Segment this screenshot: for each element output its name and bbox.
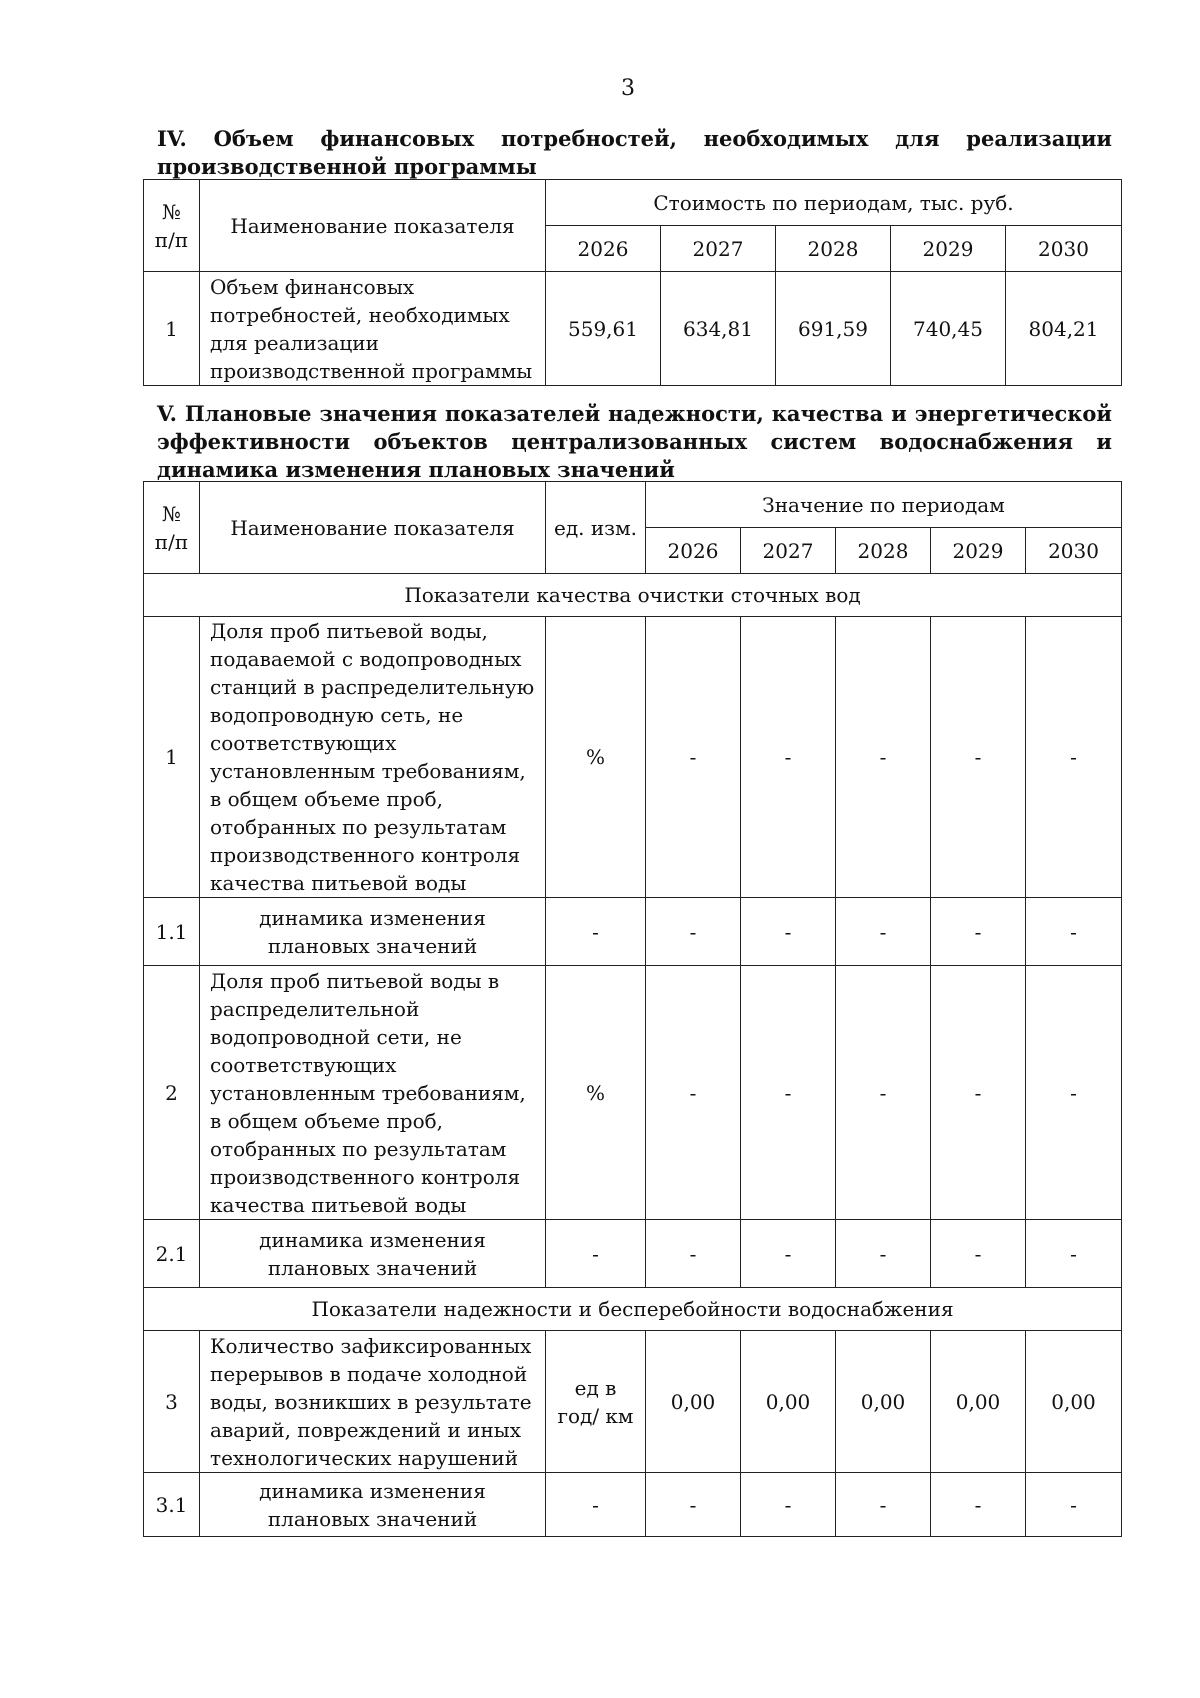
row-value: - — [1026, 1473, 1122, 1537]
row-value: - — [741, 966, 836, 1220]
year-header: 2030 — [1026, 528, 1122, 574]
table-row — [144, 272, 1122, 386]
row-name: динамика изменения плановых значений — [200, 898, 546, 966]
row-value: - — [741, 898, 836, 966]
row-value: 0,00 — [836, 1331, 931, 1473]
col-name-header: Наименование показателя — [200, 180, 546, 272]
year-header: 2026 — [646, 528, 741, 574]
row-value: 0,00 — [741, 1331, 836, 1473]
year-header: 2027 — [661, 226, 776, 272]
row-value: - — [836, 617, 931, 898]
indicators-table — [143, 481, 1122, 1537]
year-header: 2029 — [891, 226, 1006, 272]
row-value: 0,00 — [1026, 1331, 1122, 1473]
col-unit-header: ед. изм. — [546, 482, 646, 574]
row-name: динамика изменения плановых значений — [200, 1473, 546, 1537]
row-value: 559,61 — [546, 272, 661, 386]
table-row — [144, 1331, 1122, 1473]
row-value: 634,81 — [661, 272, 776, 386]
group-title: Показатели надежности и бесперебойности водоснабжения — [144, 1288, 1122, 1331]
row-name: Доля проб питьевой воды в распределительной водопроводной сети, не соответствующих установленным требованиям, в общем объеме проб, отобранных по результатам производственного контроля качества питьевой воды — [200, 966, 546, 1220]
row-value: - — [931, 1473, 1026, 1537]
table-row — [144, 966, 1122, 1220]
row-value: - — [931, 617, 1026, 898]
row-value: 740,45 — [891, 272, 1006, 386]
row-value: - — [836, 898, 931, 966]
row-num: 2 — [144, 966, 200, 1220]
row-num: 3.1 — [144, 1473, 200, 1537]
group-row — [144, 1288, 1122, 1331]
year-header: 2029 — [931, 528, 1026, 574]
row-value: - — [1026, 966, 1122, 1220]
year-header: 2027 — [741, 528, 836, 574]
table-row — [144, 1220, 1122, 1288]
group-title: Показатели качества очистки сточных вод — [144, 574, 1122, 617]
row-unit: - — [546, 1473, 646, 1537]
row-value: - — [741, 1220, 836, 1288]
table-row — [144, 617, 1122, 898]
row-value: - — [1026, 1220, 1122, 1288]
year-header: 2026 — [546, 226, 661, 272]
col-num-header: № п/п — [144, 180, 200, 272]
row-value: - — [836, 966, 931, 1220]
group-row — [144, 574, 1122, 617]
row-value: - — [1026, 898, 1122, 966]
year-header: 2028 — [776, 226, 891, 272]
row-value: - — [836, 1473, 931, 1537]
page-number: 3 — [621, 76, 635, 101]
col-group-header: Значение по периодам — [646, 482, 1122, 528]
row-value: - — [1026, 617, 1122, 898]
row-unit: - — [546, 898, 646, 966]
row-value: 804,21 — [1006, 272, 1122, 386]
row-name: динамика изменения плановых значений — [200, 1220, 546, 1288]
row-num: 3 — [144, 1331, 200, 1473]
row-value: - — [741, 617, 836, 898]
table-row — [144, 898, 1122, 966]
col-group-header: Стоимость по периодам, тыс. руб. — [546, 180, 1122, 226]
row-value: - — [646, 617, 741, 898]
section-4-heading: IV. Объем финансовых потребностей, необходимых для реализации производственной программы — [157, 126, 1112, 179]
financial-needs-table — [143, 179, 1122, 386]
row-name: Объем финансовых потребностей, необходимых для реализации производственной программы — [200, 272, 546, 386]
row-value: - — [931, 966, 1026, 1220]
row-value: - — [931, 898, 1026, 966]
row-value: - — [646, 966, 741, 1220]
row-num: 1 — [144, 617, 200, 898]
row-value: - — [646, 898, 741, 966]
row-value: - — [741, 1473, 836, 1537]
row-num: 1 — [144, 272, 200, 386]
row-num: 2.1 — [144, 1220, 200, 1288]
row-unit: - — [546, 1220, 646, 1288]
row-value: - — [646, 1473, 741, 1537]
row-unit: % — [546, 617, 646, 898]
col-num-header: № п/п — [144, 482, 200, 574]
year-header: 2030 — [1006, 226, 1122, 272]
row-num: 1.1 — [144, 898, 200, 966]
row-unit: ед в год/ км — [546, 1331, 646, 1473]
row-value: - — [931, 1220, 1026, 1288]
row-value: - — [836, 1220, 931, 1288]
row-name: Доля проб питьевой воды, подаваемой с водопроводных станций в распределительную водопроводную сеть, не соответствующих установленным требованиям, в общем объеме проб, отобранных по результатам производственного контроля качества питьевой воды — [200, 617, 546, 898]
section-5-heading: V. Плановые значения показателей надежности, качества и энергетической эффективности объектов централизованных систем водоснабжения и динамика изменения плановых значений — [157, 401, 1112, 482]
row-unit: % — [546, 966, 646, 1220]
row-name: Количество зафиксированных перерывов в подаче холодной воды, возникших в результате аварий, повреждений и иных технологических нарушений — [200, 1331, 546, 1473]
row-value: - — [646, 1220, 741, 1288]
year-header: 2028 — [836, 528, 931, 574]
table-row — [144, 1473, 1122, 1537]
row-value: 0,00 — [931, 1331, 1026, 1473]
col-name-header: Наименование показателя — [200, 482, 546, 574]
row-value: 0,00 — [646, 1331, 741, 1473]
row-value: 691,59 — [776, 272, 891, 386]
